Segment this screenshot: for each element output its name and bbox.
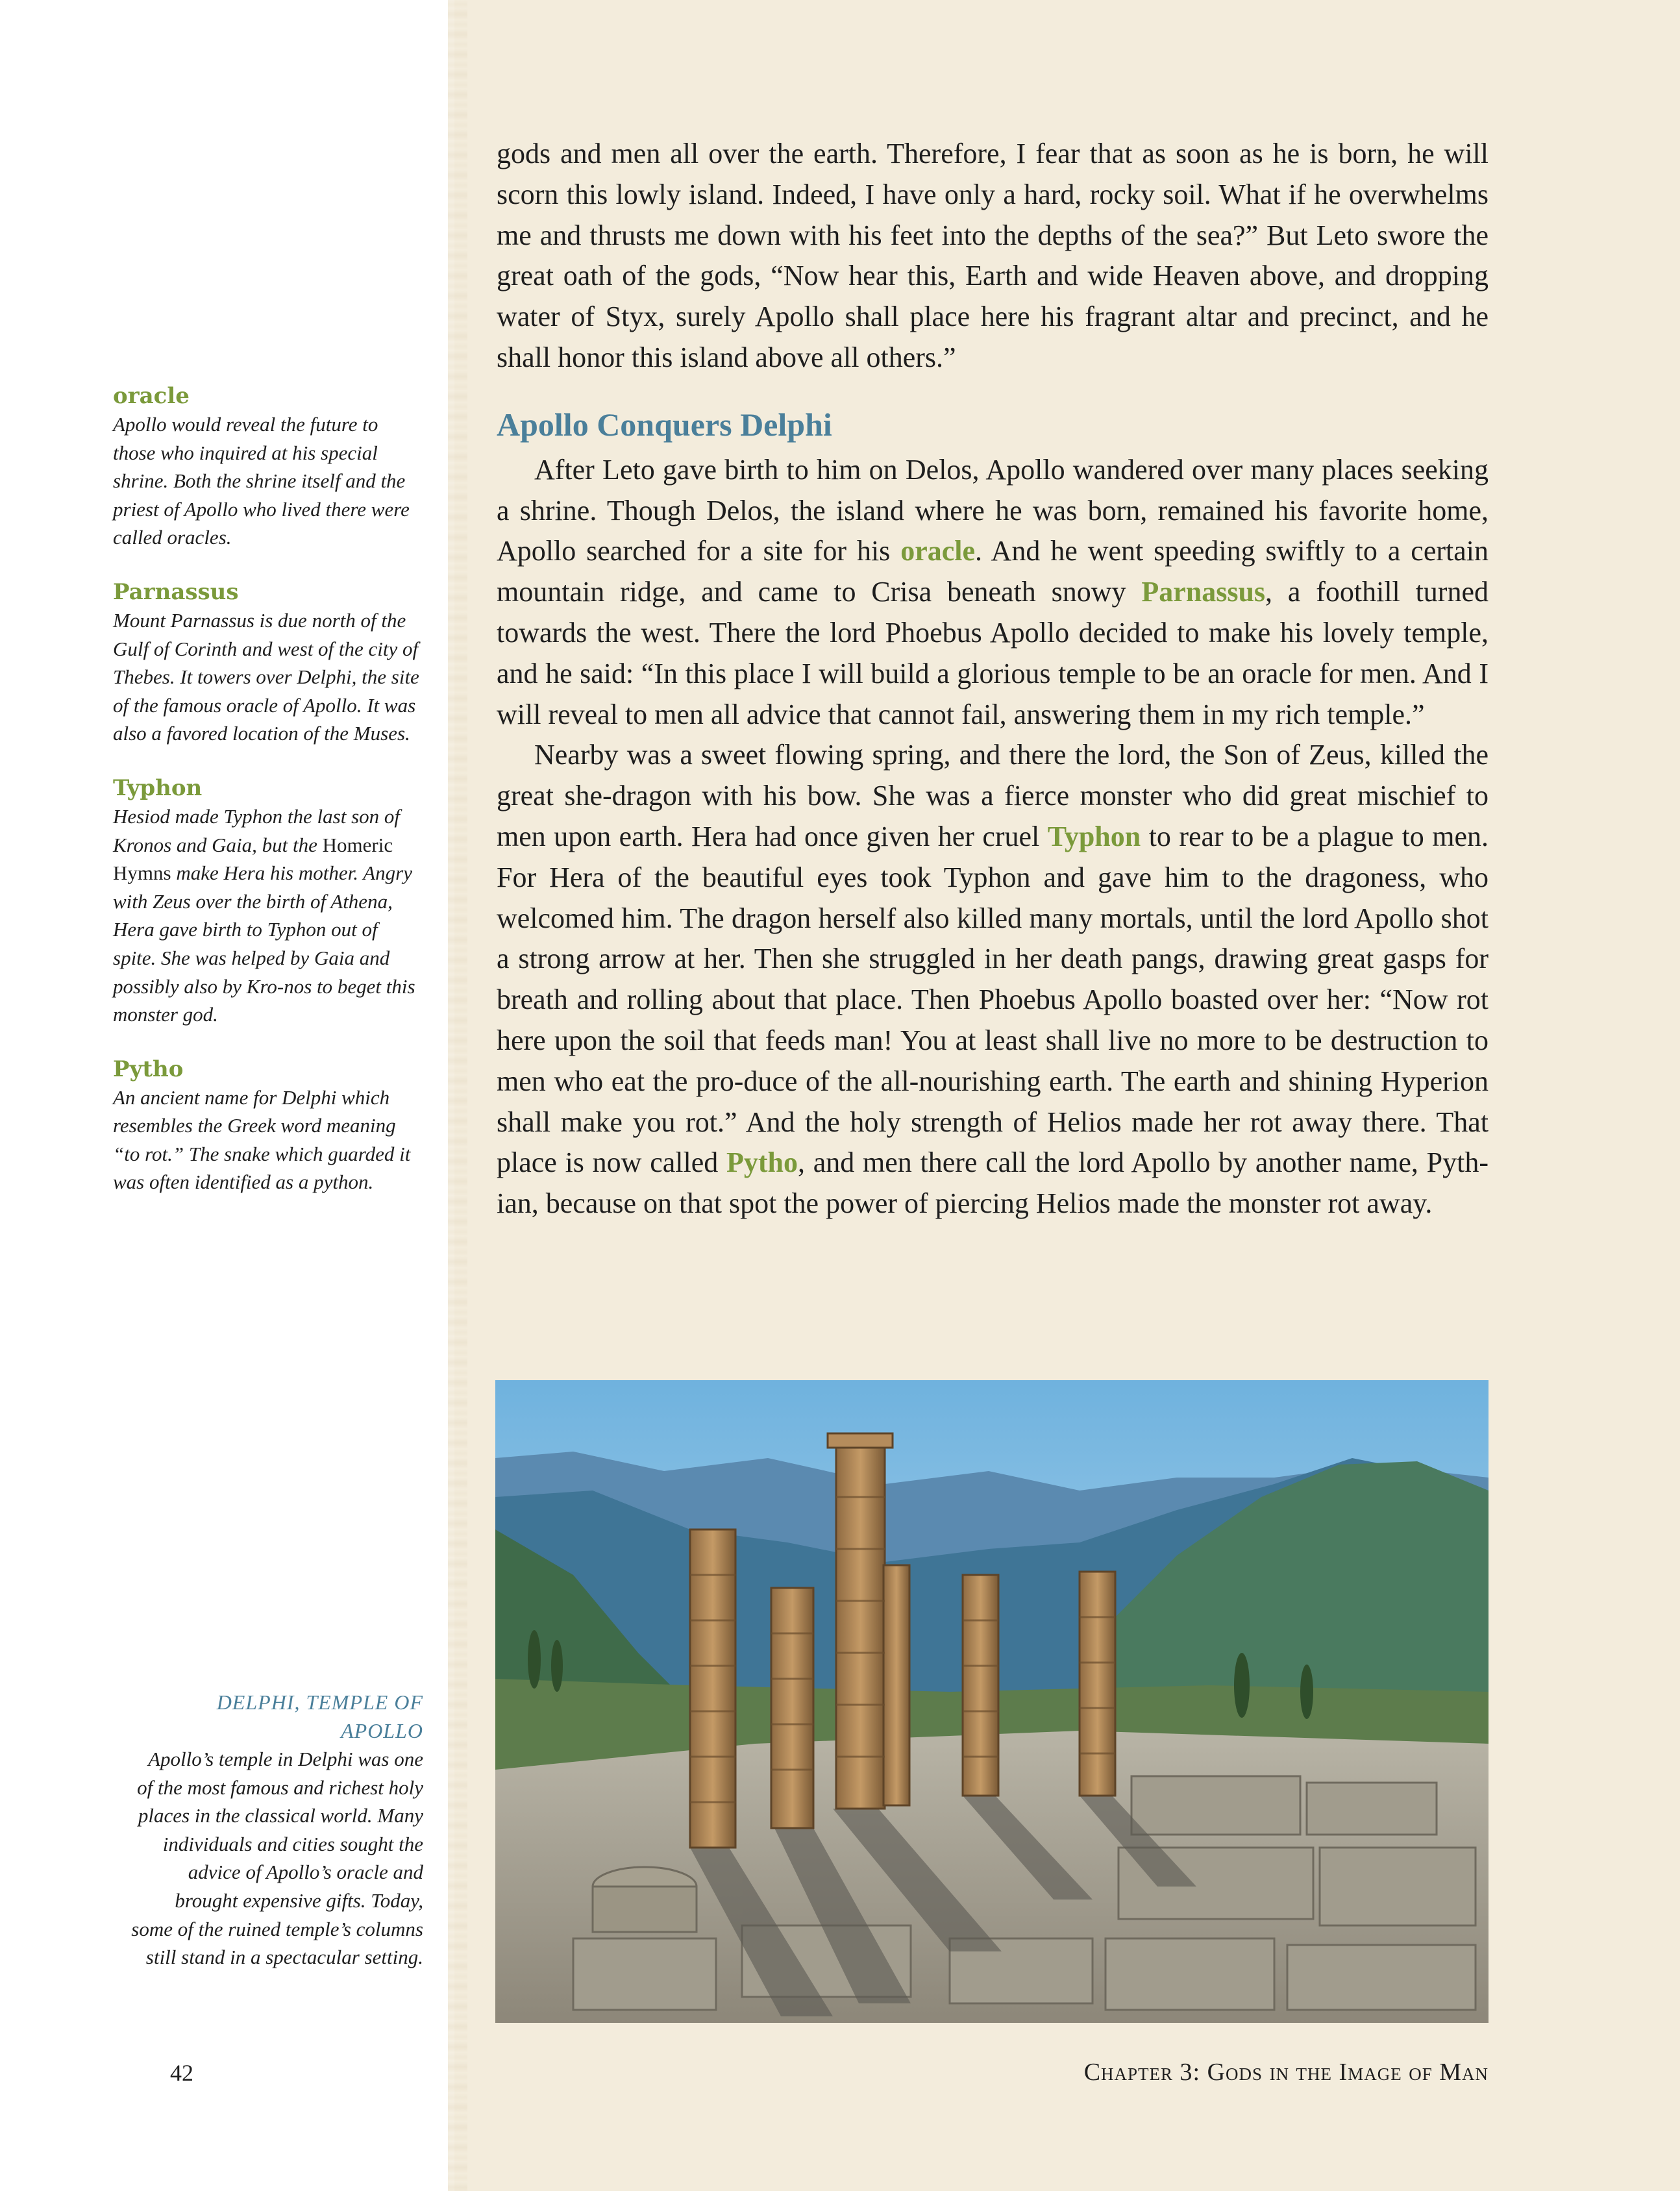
paragraph-text: Nearby was a sweet flowing spring, and there the lord, the Son of Zeus, killed the great she-dragon with his bow. She was a fierce monster who did great mischief to men upon earth. Hera had once given her cruel [497,739,1489,852]
delphi-temple-photo [495,1380,1489,2023]
main-text-column [497,134,1489,1224]
keyword-pytho: Pytho [726,1146,798,1179]
keyword-oracle: oracle [900,535,976,567]
running-head: Chapter 3: Gods in the Image of Man [1083,2059,1489,2086]
keyword-parnassus: Parnassus [1141,576,1266,608]
glossary-entry-typhon [113,774,425,1029]
temple-ruins-illustration [495,1380,1489,2023]
glossary-definition: Mount Parnassus is due north of the Gulf of Corinth and west of the city of Thebes. It towers over Delphi, the site of the famous oracle of Apollo. It was also a favored location of the Muses. [113,608,419,745]
glossary-definition [113,802,425,1029]
work-title: Homeric Hymns [113,833,393,885]
caption-title: DELPHI, TEMPLE OF APOLLO [216,1690,423,1742]
opening-paragraph: gods and men all over the earth. Therefore, I fear that as soon as he is born, he will scorn this lowly island. Indeed, I have only a hard, rocky soil. What if he overwhelms me and thrusts me down with his feet into the depths of the sea?” But Leto swore the great oath of the gods, “Now hear this, Earth and wide Heaven above, and dropping water of Styx, surely Apollo shall place here his fragrant altar and precinct, and he shall honor this island above all others.” [497,138,1489,373]
paragraph-text: , and men there call the lord Apollo by another name, Pyth-ian, because on that spot the power of piercing Helios made the monster rot away. [497,1146,1489,1220]
glossary-term: oracle [113,383,190,409]
paragraph-text: . And he went speeding swiftly to a certain mountain ridge, and came to Crisa beneath snowy [497,535,1489,608]
glossary-term: Parnassus [113,578,239,605]
glossary-entry-oracle [113,382,425,552]
body-paragraph [497,450,1489,736]
paragraph-text: to rear to be a plague to men. For Hera of the beautiful eyes took Typhon and gave him to the dragoness, who welcomed him. The dragon herself also killed many mortals, until the lord Apollo shot a strong arrow at her. Then she struggled in her death pangs, drawing great gasps for breath and rolling about that place. Then Phoebus Apollo boasted over her: “Now rot here upon the soil that feeds man! You at least shall live no more to be destruction to men who eat the pro-duce of the all-nourishing earth. The earth and shining Hyperion shall make you rot.” And the holy strength of Helios made her rot away there. That place is now called [497,820,1489,1179]
glossary-definition: An ancient name for Delphi which resembles the Greek word meaning “to rot.” The snake which guarded it was often identified as a python. [113,1085,411,1194]
body-paragraph [497,735,1489,1224]
definition-text: make Hera his mother. Angry with Zeus over the birth of Athena, Hera gave birth to Typhon out of spite. She was helped by Gaia and possibly also by Kro-nos to beget this monster god. [113,861,415,1026]
keyword-typhon: Typhon [1047,820,1141,852]
glossary-sidebar [113,382,425,1222]
glossary-term: Typhon [113,774,203,801]
paragraph-text: After Leto gave birth to him on Delos, Apollo wandered over many places seeking a shrine. Though Delos, the island where he was born, remained his favorite home, Apollo searched for a site for his [497,453,1489,567]
page-number: 42 [170,2060,193,2086]
photo-caption [130,1688,423,1972]
caption-body: Apollo’s temple in Delphi was one of the most famous and richest holy places in the classical world. Many individuals and cities sought the advice of Apollo’s oracle and brought expensive gifts. Today, some of the ruined temple’s columns still stand in a spectacular setting. [131,1748,423,1969]
torn-paper-edge [448,0,467,2191]
definition-text: Hesiod made Typhon the last son of Kronos and Gaia, but the [113,804,401,856]
paragraph-text: , a foothill turned towards the west. There the lord Phoebus Apollo decided to make his lovely temple, and he said: “In this place I will build a glorious temple to be an oracle for men. And I will reveal to men all advice that cannot fail, answering them in my rich temple.” [497,576,1489,730]
glossary-entry-pytho [113,1055,425,1196]
glossary-term: Pytho [113,1056,184,1082]
glossary-entry-parnassus [113,578,425,748]
section-heading: Apollo Conquers Delphi [497,406,832,443]
glossary-definition: Apollo would reveal the future to those who inquired at his special shrine. Both the shrine itself and the priest of Apollo who lived there were called oracles. [113,413,410,549]
